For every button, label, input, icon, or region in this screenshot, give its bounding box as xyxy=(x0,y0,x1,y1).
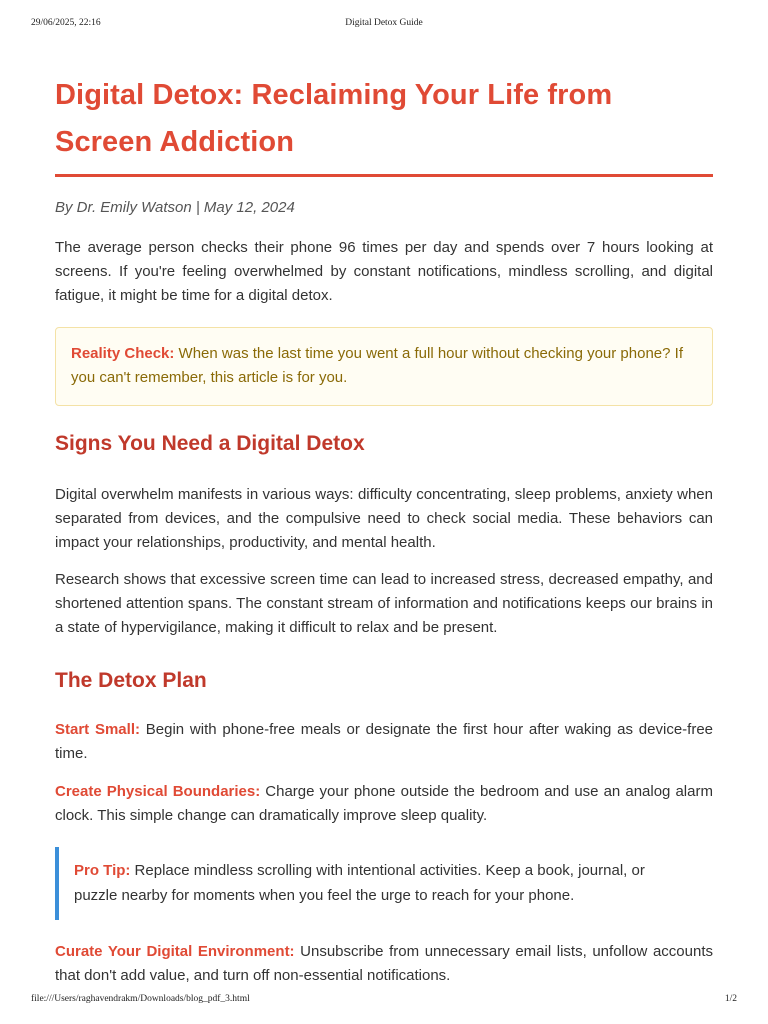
reality-check-text: When was the last time you went a full hour without checking your phone? If you can't remember, this article is for you. xyxy=(71,345,683,386)
pro-tip-label: Pro Tip: xyxy=(74,862,131,879)
plan-item-physical-boundaries xyxy=(55,780,713,828)
print-doc-title: Digital Detox Guide xyxy=(345,18,423,28)
article xyxy=(55,72,713,988)
intro-paragraph: The average person checks their phone 96 times per day and spends over 7 hours looking at screens. If you're feeling overwhelmed by constant notifications, mindless scrolling, and digital fatigue, it might be time for a digital detox. xyxy=(55,239,713,304)
print-footer xyxy=(0,994,768,1008)
pro-tip-text: Replace mindless scrolling with intentional activities. Keep a book, journal, or puzzle nearby for moments when you feel the urge to reach for your phone. xyxy=(74,862,645,904)
reality-check-label: Reality Check: xyxy=(71,345,175,362)
signs-paragraph-2: Research shows that excessive screen time can lead to increased stress, decreased empathy, and shortened attention spans. The constant stream of information and notifications keeps our brains in a state of hypervigilance, making it difficult to relax and be present. xyxy=(55,571,713,636)
heading-detox-plan: The Detox Plan xyxy=(55,669,207,692)
plan-item-start-small xyxy=(55,718,713,766)
heading-signs: Signs You Need a Digital Detox xyxy=(55,432,365,455)
print-datetime: 29/06/2025, 22:16 xyxy=(31,18,101,28)
plan-item-label: Create Physical Boundaries: xyxy=(55,783,261,800)
signs-paragraph-1: Digital overwhelm manifests in various ways: difficulty concentrating, sleep problems, anxiety when separated from devices, and the compulsive need to check social media. These behaviors can impact your relationships, productivity, and mental health. xyxy=(55,486,713,551)
article-title: Digital Detox: Reclaiming Your Life from Screen Addiction xyxy=(55,79,613,158)
title-divider xyxy=(55,174,713,177)
print-file-path: file:///Users/raghavendrakm/Downloads/blog_pdf_3.html xyxy=(31,994,250,1004)
plan-item-label: Start Small: xyxy=(55,721,140,738)
plan-item-label: Curate Your Digital Environment: xyxy=(55,943,295,960)
plan-item-text: Begin with phone-free meals or designate the first hour after waking as device-free time. xyxy=(55,721,713,762)
pro-tip-callout xyxy=(55,847,713,920)
reality-check-callout xyxy=(55,327,713,406)
plan-item-text: Unsubscribe from unnecessary email lists, unfollow accounts that don't add value, and turn off non-essential notifications. xyxy=(55,943,713,984)
print-header xyxy=(0,18,768,32)
byline: By Dr. Emily Watson | May 12, 2024 xyxy=(55,199,295,216)
plan-item-text: Charge your phone outside the bedroom and use an analog alarm clock. This simple change can dramatically improve sleep quality. xyxy=(55,783,713,824)
plan-item-digital-environment xyxy=(55,940,713,988)
print-page-number: 1/2 xyxy=(724,994,737,1004)
